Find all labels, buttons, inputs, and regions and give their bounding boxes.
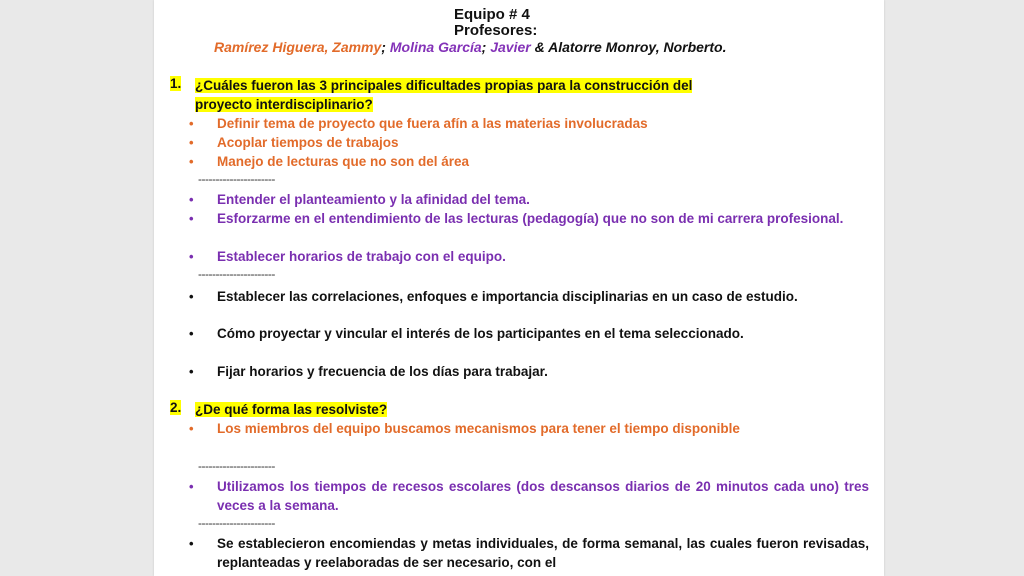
- bullet-icon: •: [189, 289, 194, 304]
- dashed-separator: ----------------------: [198, 516, 275, 530]
- professor-name-1: Ramírez Higuera, Zammy: [214, 39, 382, 55]
- bullet-icon: •: [189, 326, 194, 341]
- answer-text: Utilizamos los tiempos de recesos escolares (dos descansos diarios de 20 minutos cada uno) tres veces a la semana.: [217, 479, 869, 513]
- question-text: [195, 76, 884, 114]
- dashed-separator: ----------------------: [198, 459, 275, 473]
- answer-text: Los miembros del equipo buscamos mecanismos para tener el tiempo disponible: [217, 421, 740, 436]
- professor-name-3: Javier: [486, 39, 531, 55]
- bullet-icon: •: [189, 116, 194, 131]
- question-text-line-2: proyecto interdisciplinario?: [195, 97, 373, 112]
- dashed-separator: ----------------------: [198, 267, 275, 281]
- professors-label: Profesores:: [454, 22, 538, 39]
- bullet-icon: •: [189, 135, 194, 150]
- answer-text: Acoplar tiempos de trabajos: [217, 135, 399, 150]
- team-title: Equipo # 4: [454, 6, 530, 23]
- answer-text: Cómo proyectar y vincular el interés de los participantes en el tema seleccionado.: [217, 326, 744, 341]
- dashed-separator: ----------------------: [198, 172, 275, 186]
- question-text-line-1: ¿Cuáles fueron las 3 principales dificultades propias para la construcción del: [195, 78, 693, 93]
- bullet-icon: •: [189, 421, 194, 436]
- bullet-icon: •: [189, 192, 194, 207]
- professor-name-2: Molina García: [385, 39, 482, 55]
- bullet-icon: •: [189, 211, 194, 226]
- answer-text: Esforzarme en el entendimiento de las lecturas (pedagogía) que no son de mi carrera profesional.: [217, 211, 844, 226]
- bullet-icon: •: [189, 249, 194, 264]
- document-page: [154, 0, 884, 576]
- answer-text: Se establecieron encomiendas y metas individuales, de forma semanal, las cuales fueron revisadas, replanteadas y reelaboradas de ser necesario, con el: [217, 536, 869, 570]
- answer-text: Establecer las correlaciones, enfoques e importancia disciplinarias en un caso de estudio.: [217, 289, 798, 304]
- question-number: 1.: [170, 76, 182, 91]
- answer-text: Entender el planteamiento y la afinidad del tema.: [217, 192, 530, 207]
- question-text: [195, 400, 884, 419]
- question-text-line-1: ¿De qué forma las resolviste?: [195, 402, 388, 417]
- answer-text: Manejo de lecturas que no son del área: [217, 154, 470, 169]
- answer-text: Establecer horarios de trabajo con el equipo.: [217, 249, 506, 264]
- name-separator: ;: [381, 39, 386, 55]
- name-separator: &: [530, 39, 549, 55]
- professor-name-4: Alatorre Monroy, Norberto.: [548, 39, 727, 55]
- professor-names: [214, 39, 726, 55]
- bullet-icon: •: [189, 154, 194, 169]
- answer-text: Fijar horarios y frecuencia de los días para trabajar.: [217, 364, 548, 379]
- bullet-icon: •: [189, 364, 194, 379]
- question-number: 2.: [170, 400, 182, 415]
- bullet-icon: •: [189, 479, 194, 494]
- bullet-icon: •: [189, 536, 194, 551]
- name-separator: ;: [481, 39, 487, 55]
- answer-text: Definir tema de proyecto que fuera afín a las materias involucradas: [217, 116, 648, 131]
